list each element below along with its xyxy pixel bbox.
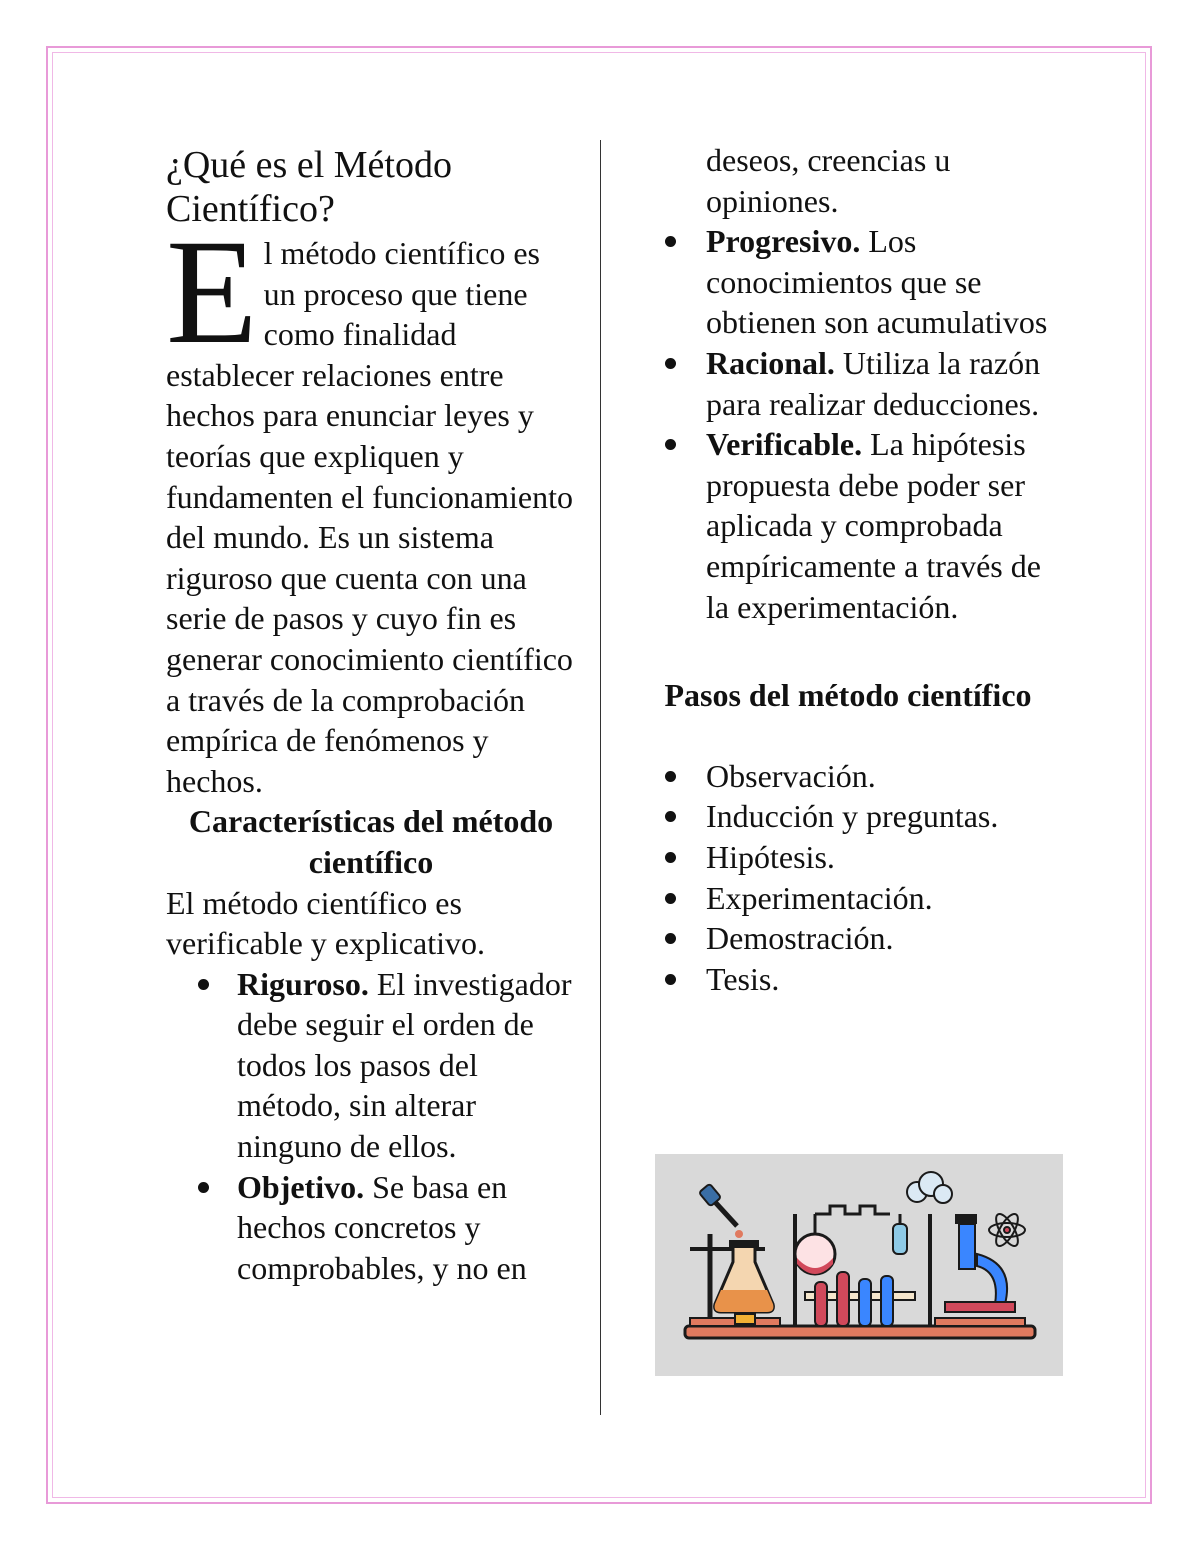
steps-heading: Pasos del método científico <box>664 677 1032 714</box>
lab-equipment-illustration <box>655 1154 1063 1376</box>
bullet-icon <box>665 933 676 944</box>
characteristics-heading: Características del método científico <box>188 803 554 880</box>
item-term: Riguroso. <box>237 965 369 1002</box>
left-column <box>166 143 576 1288</box>
step-text: Experimentación. <box>706 879 933 916</box>
list-item <box>648 343 1048 424</box>
item-term: Progresivo. <box>706 223 861 260</box>
list-item <box>648 918 1048 959</box>
bullet-icon <box>665 893 676 904</box>
lab-bench-icon <box>685 1326 1035 1338</box>
characteristics-list-left <box>166 964 576 1289</box>
item-text: La hipótesis propuesta debe poder ser aplicada y comprobada empíricamente a través de la experimentación. <box>706 426 1041 625</box>
item-term: Verificable. <box>706 426 863 463</box>
drop-cap: E <box>166 209 258 375</box>
atom-icon <box>989 1211 1025 1249</box>
list-item <box>648 837 1048 878</box>
step-text: Tesis. <box>706 960 780 997</box>
item-term: Racional. <box>706 344 835 381</box>
intro-paragraph <box>166 209 576 801</box>
list-item <box>648 796 1048 837</box>
list-item-continuation: deseos, creencias u opiniones. <box>706 142 951 219</box>
bullet-icon <box>665 358 676 369</box>
right-column <box>648 140 1048 999</box>
bullet-icon <box>665 974 676 985</box>
list-item <box>648 959 1048 1000</box>
characteristics-list-right <box>648 221 1048 627</box>
bullet-icon <box>665 439 676 450</box>
smoke-cloud-icon <box>907 1172 952 1203</box>
step-text: Inducción y preguntas. <box>706 798 999 835</box>
bullet-icon <box>665 236 676 247</box>
step-text: Demostración. <box>706 920 894 957</box>
item-term: Objetivo. <box>237 1168 365 1205</box>
intro-text: l método científico es un proceso que tiene como finalidad establecer relaciones entre hechos para enunciar leyes y teorías que expliquen y fundamenten el funcionamiento del mundo. Es un sistema riguroso que cuenta con una serie de pasos y cuyo fin es generar conocimiento científico a través de la comprobación empírica de fenómenos y hechos. <box>166 235 573 799</box>
item-text: Se basa en hechos concretos y comprobables, y no en <box>237 1168 527 1286</box>
steps-list <box>648 756 1048 1000</box>
list-item <box>166 1167 576 1289</box>
item-text: Los conocimientos que se obtienen son acumulativos <box>706 223 1048 341</box>
bullet-icon <box>198 1182 209 1193</box>
characteristics-lead: El método científico es verificable y explicativo. <box>166 884 485 962</box>
list-item <box>648 878 1048 919</box>
bullet-icon <box>198 979 209 990</box>
burner-icon <box>735 1314 755 1324</box>
microscope-icon <box>935 1214 1025 1326</box>
list-item <box>166 964 576 1167</box>
list-item <box>648 221 1048 343</box>
column-divider <box>600 140 601 1415</box>
item-text: Utiliza la razón para realizar deducciones. <box>706 344 1041 422</box>
step-text: Observación. <box>706 757 876 794</box>
bullet-icon <box>665 852 676 863</box>
page-title: ¿Qué es el Método Científico? <box>166 144 452 230</box>
dropper-icon <box>699 1184 743 1238</box>
item-text: El investigador debe seguir el orden de todos los pasos del método, sin alterar ninguno de ellos. <box>237 965 572 1165</box>
list-item <box>648 424 1048 627</box>
test-tube-rack-icon <box>805 1272 915 1326</box>
list-item <box>648 756 1048 797</box>
step-text: Hipótesis. <box>706 838 835 875</box>
bullet-icon <box>665 811 676 822</box>
bullet-icon <box>665 771 676 782</box>
lab-equipment-image <box>655 1154 1063 1376</box>
